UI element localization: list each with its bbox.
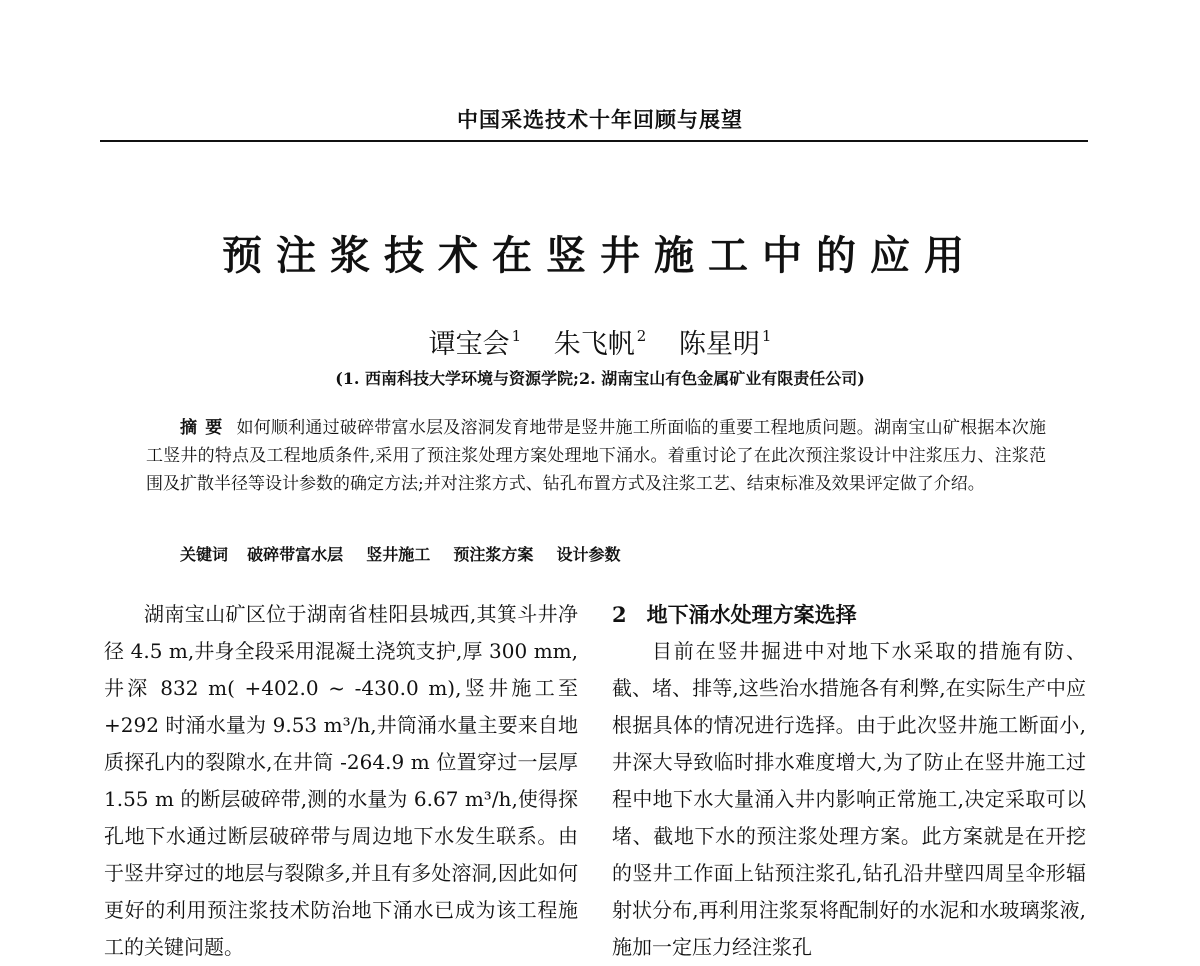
- header-rule: [100, 140, 1088, 142]
- affiliation-mark: 2: [636, 327, 647, 345]
- abstract-text: 如何顺利通过破碎带富水层及溶洞发育地带是竖井施工所面临的重要工程地质问题。湖南宝山矿根据本次施工竖井的特点及工程地质条件,采用了预注浆处理方案处理地下涌水。着重讨论了在此次预注浆设计中注浆压力、注浆范围及扩散半径等设计参数的确定方法;并对注浆方式、钻孔布置方式及注浆工艺、结束标准及效果评定做了介绍。: [146, 418, 1047, 494]
- author: [554, 329, 647, 360]
- author-name: 朱飞帆: [553, 329, 635, 360]
- keyword: 预注浆方案: [453, 545, 534, 564]
- affiliation-mark: 1: [761, 327, 772, 345]
- keyword: 设计参数: [556, 545, 621, 564]
- section-heading: [612, 596, 1086, 633]
- keywords: [180, 541, 638, 569]
- affiliation: (1. 西南科技大学环境与资源学院;2. 湖南宝山有色金属矿业有限责任公司): [335, 369, 865, 388]
- left-column: [104, 596, 578, 966]
- intro-paragraph: 湖南宝山矿区位于湖南省桂阳县城西,其箕斗井净径 4.5 m,井身全段采用混凝土浇筑支护,厚 300 mm,井深 832 m( +402.0 ~ -430.0 m),竖井施工至 +292 时涌水量为 9.53 m³/h,井筒涌水量主要来自地质探孔内的裂隙水,在井筒 -264.9 m 位置穿过一层厚 1.55 m 的断层破碎带,测的水量为 6.67 m³/h,使得探孔地下水通过断层破碎带与周边地下水发生联系。由于竖井穿过的地层与裂隙多,并且有多处溶洞,因此如何更好的利用预注浆技术防治地下涌水已成为该工程施工的关键问题。: [104, 602, 578, 959]
- section-paragraph: 目前在竖井掘进中对地下水采取的措施有防、截、堵、排等,这些治水措施各有利弊,在实际生产中应根据具体的情况进行选择。由于此次竖井施工断面小,井深大导致临时排水难度增大,为了防止在竖井施工过程中地下水大量涌入井内影响正常施工,决定采取可以堵、截地下水的预注浆处理方案。此方案就是在开挖的竖井工作面上钻预注浆孔,钻孔沿井壁四周呈伞形辐射状分布,再利用注浆泵将配制好的水泥和水玻璃浆液,施加一定压力经注浆孔: [612, 639, 1086, 959]
- keywords-label: 关键词: [180, 545, 229, 564]
- keyword: 竖井施工: [366, 545, 431, 564]
- author-list: [0, 322, 1200, 361]
- section-number: 2: [612, 602, 627, 627]
- running-header: 中国采选技术十年回顾与展望: [457, 107, 743, 132]
- keyword: 破碎带富水层: [247, 545, 344, 564]
- author-name: 谭宝会: [428, 329, 510, 360]
- affiliation-mark: 1: [511, 327, 522, 345]
- abstract: [146, 414, 1046, 498]
- abstract-label: 摘要: [180, 418, 231, 438]
- section-title: 地下涌水处理方案选择: [646, 602, 857, 627]
- right-column: [612, 596, 1086, 966]
- article-title: 预注浆技术在竖井施工中的应用: [222, 232, 978, 279]
- author-name: 陈星明: [678, 329, 760, 360]
- author: [679, 329, 772, 360]
- author: [429, 329, 522, 360]
